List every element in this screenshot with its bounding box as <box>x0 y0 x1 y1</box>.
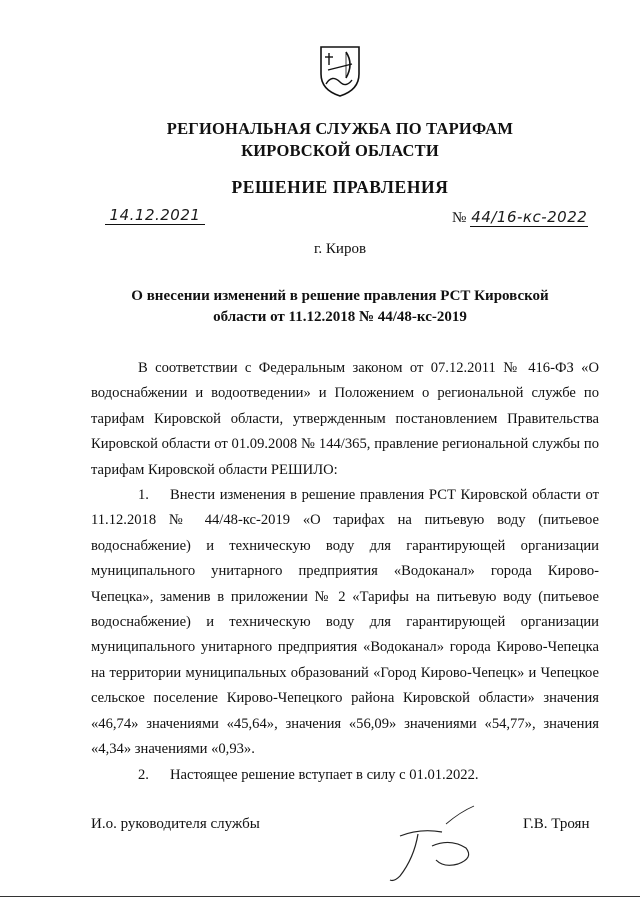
document-body <box>91 356 599 788</box>
handwritten-signature-icon <box>370 798 490 888</box>
coat-of-arms-icon <box>318 44 362 98</box>
list-item <box>91 763 599 788</box>
number-sign: № <box>452 210 467 226</box>
org-name-line1: РЕГИОНАЛЬНАЯ СЛУЖБА ПО ТАРИФАМ <box>166 119 514 138</box>
subject-line2: области от 11.12.2018 № 44/48-кс-2019 <box>213 309 467 325</box>
document-number-value: 44/16-кс-2022 <box>471 208 588 226</box>
document-subject <box>100 286 580 328</box>
signatory-name: Г.В. Троян <box>523 816 590 832</box>
document-date: 14.12.2021 <box>105 206 205 225</box>
item-text: Внести изменения в решение правления РСТ Кировской области от 11.12.2018 № 44/48-кс-2019 «О тарифах на питьевую воду (питьевое водоснабжение) и техническую воду для гарантирующей организации муниципального унитарного предприятия «Водоканал» города Кирово-Чепецка», заменив в приложении № 2 «Тарифы на питьевую воду (питьевое водоснабжение) и техническую воду для гарантирующей организации муниципального унитарного предприятия «Водоканал» города Кирово-Чепецка на территории муниципальных образований «Город Кирово-Чепецк» и Чепецкое сельское поселение Кирово-Чепецкого района Кировской области» значения «46,74» значениями «45,64», значения «56,09» значениями «54,77», значения «4,34» значениями «0,93». <box>91 487 599 758</box>
org-name-line2: КИРОВСКОЙ ОБЛАСТИ <box>241 141 439 160</box>
item-number: 2. <box>138 766 149 783</box>
page-bottom-divider <box>0 896 640 897</box>
signatory-title: И.о. руководителя службы <box>91 816 260 832</box>
preamble-paragraph: В соответствии с Федеральным законом от 07.12.2011 № 416-ФЗ «О водоснабжении и водоотведении» и Положением о региональной службе по тарифам Кировской области, утвержденным постановлением Правительства Кировской области от 01.09.2008 № 144/365, правление региональной службы по тарифам Кировской области РЕШИЛО: <box>91 360 599 478</box>
subject-line1: О внесении изменений в решение правления РСТ Кировской <box>131 288 549 304</box>
city: г. Киров <box>313 241 367 257</box>
item-number: 1. <box>138 487 149 504</box>
list-item <box>91 483 599 762</box>
document-number <box>452 208 588 227</box>
document-type-title: РЕШЕНИЕ ПРАВЛЕНИЯ <box>231 177 449 197</box>
item-text: Настоящее решение вступает в силу с 01.01.2022. <box>170 766 479 783</box>
